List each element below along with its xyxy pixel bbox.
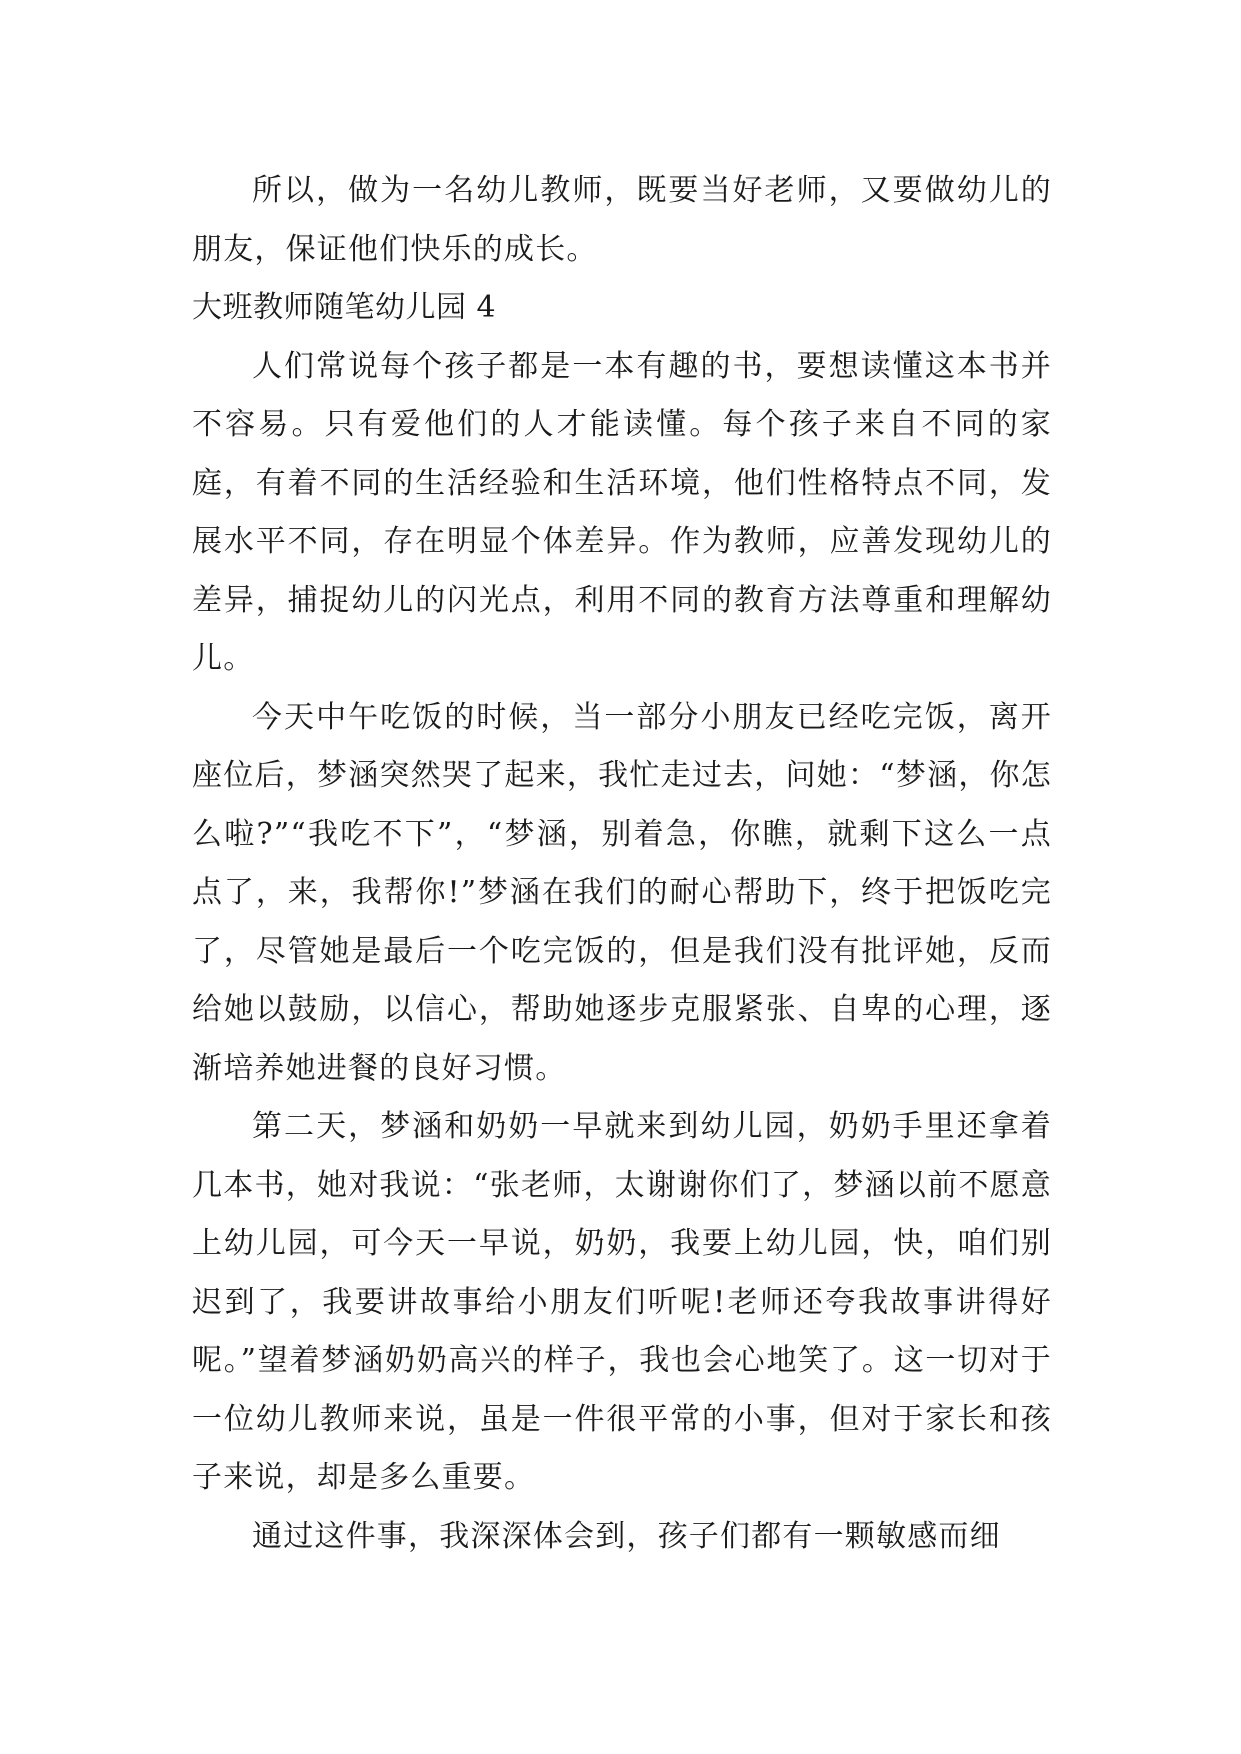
- paragraph-intro: 所以，做为一名幼儿教师，既要当好老师，又要做幼儿的朋友，保证他们快乐的成长。: [192, 173, 1052, 267]
- paragraph-3: 第二天，梦涵和奶奶一早就来到幼儿园，奶奶手里还拿着几本书，她对我说：“张老师，太谢谢你们了，梦涵以前不愿意上幼儿园，可今天一早说，奶奶，我要上幼儿园，快，咱们别迟到了，我要讲故事给小朋友们听呢!老师还夸我故事讲得好呢。”望着梦涵奶奶高兴的样子，我也会心地笑了。这一切对于一位幼儿教师来说，虽是一件很平常的小事，但对于家长和孩子来说，却是多么重要。: [192, 1109, 1052, 1495]
- section-heading: 大班教师随笔幼儿园 4: [192, 290, 497, 325]
- paragraph-4: 通过这件事，我深深体会到，孩子们都有一颗敏感而细: [252, 1518, 1001, 1554]
- paragraph-1: 人们常说每个孩子都是一本有趣的书，要想读懂这本书并不容易。只有爱他们的人才能读懂。每个孩子来自不同的家庭，有着不同的生活经验和生活环境，他们性格特点不同，发展水平不同，存在明显个体差异。作为教师，应善发现幼儿的差异，捕捉幼儿的闪光点，利用不同的教育方法尊重和理解幼儿。: [192, 348, 1052, 676]
- document-body: [192, 162, 1052, 1566]
- paragraph-2: 今天中午吃饭的时候，当一部分小朋友已经吃完饭，离开座位后，梦涵突然哭了起来，我忙走过去，问她：“梦涵，你怎么啦?”“我吃不下”，“梦涵，别着急，你瞧，就剩下这么一点点了，来，我帮你!”梦涵在我们的耐心帮助下，终于把饭吃完了，尽管她是最后一个吃完饭的，但是我们没有批评她，反而给她以鼓励，以信心，帮助她逐步克服紧张、自卑的心理，逐渐培养她进餐的良好习惯。: [192, 699, 1052, 1086]
